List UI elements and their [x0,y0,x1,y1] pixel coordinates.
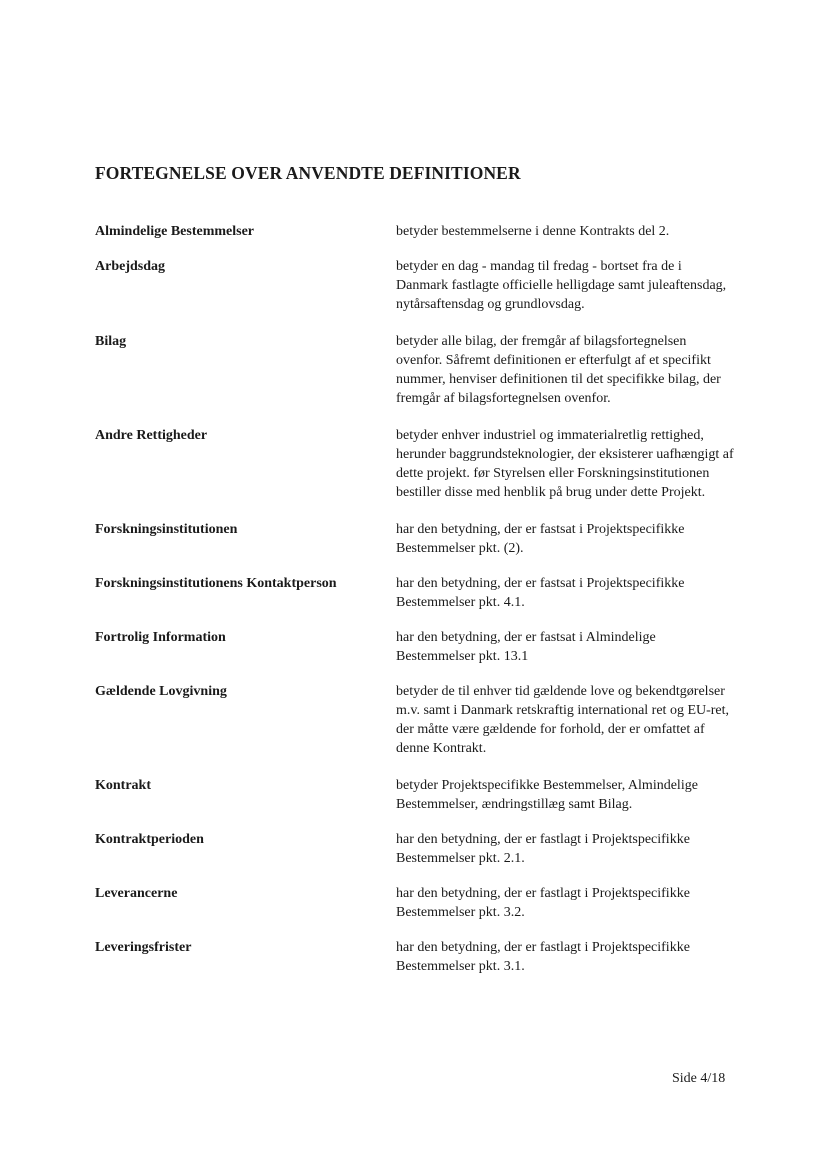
definition-row [95,222,745,241]
page-number: Side 4/18 [672,1071,726,1086]
definition-description: betyder de til enhver tid gældende love og bekendtgørelser m.v. samt i Danmark retskraftig international ret og EU-ret, der måtte være gældende for forhold, der er omfattet af denne Kontrakt. [396,684,730,756]
definition-row [95,574,745,612]
definition-term: Kontrakt [95,778,151,793]
definition-description: har den betydning, der er fastlagt i Projektspecifikke Bestemmelser pkt. 3.1. [396,940,690,974]
definition-term: Almindelige Bestemmelser [95,224,255,239]
definition-row [95,938,745,976]
definition-term: Fortrolig Information [95,630,226,645]
definition-row [95,426,745,502]
definition-description: betyder Projektspecifikke Bestemmelser, Almindelige Bestemmelser, ændringstillæg samt Bilag. [396,778,698,812]
definition-term: Gældende Lovgivning [95,684,227,699]
definition-row [95,257,745,314]
definition-row [95,520,745,558]
definition-description: har den betydning, der er fastsat i Projektspecifikke Bestemmelser pkt. 4.1. [396,576,685,610]
definition-term: Bilag [95,334,127,349]
definition-description: betyder enhver industriel og immaterialretlig rettighed, herunder baggrundsteknologier, der eksisterer uafhængigt af dette projekt. før Styrelsen eller Forskningsinstitutionen bestiller disse med henblik på brug under dette Projekt. [396,428,734,500]
definition-term: Forskningsinstitutionen [95,522,238,537]
page-title: FORTEGNELSE OVER ANVENDTE DEFINITIONER [95,163,521,183]
definition-term: Leveringsfrister [95,940,192,955]
definition-description: har den betydning, der er fastlagt i Projektspecifikke Bestemmelser pkt. 2.1. [396,832,690,866]
definition-row [95,884,745,922]
definition-description: betyder bestemmelserne i denne Kontrakts del 2. [396,224,670,239]
definition-term: Forskningsinstitutionens Kontaktperson [95,576,337,591]
definition-row [95,776,745,814]
definition-row [95,682,745,758]
definition-term: Leverancerne [95,886,178,901]
definition-term: Kontraktperioden [95,832,204,847]
definition-term: Arbejdsdag [95,259,166,274]
definition-row [95,628,745,666]
definition-row [95,830,745,868]
definition-description: har den betydning, der er fastlagt i Projektspecifikke Bestemmelser pkt. 3.2. [396,886,690,920]
definitions-list [95,222,745,976]
definition-description: har den betydning, der er fastsat i Almindelige Bestemmelser pkt. 13.1 [396,630,656,664]
definition-row [95,332,745,408]
definition-description: betyder en dag - mandag til fredag - bortset fra de i Danmark fastlagte officielle helligdage samt juleaftensdag, nytårsaftensdag og grundlovsdag. [396,259,727,312]
definition-description: har den betydning, der er fastsat i Projektspecifikke Bestemmelser pkt. (2). [396,522,685,556]
definition-term: Andre Rettigheder [95,428,208,443]
definition-description: betyder alle bilag, der fremgår af bilagsfortegnelsen ovenfor. Såfremt definitionen er efterfulgt af et specifikt nummer, henviser definitionen til det specifikke bilag, der fremgår af bilagsfortegnelsen ovenfor. [396,334,721,406]
